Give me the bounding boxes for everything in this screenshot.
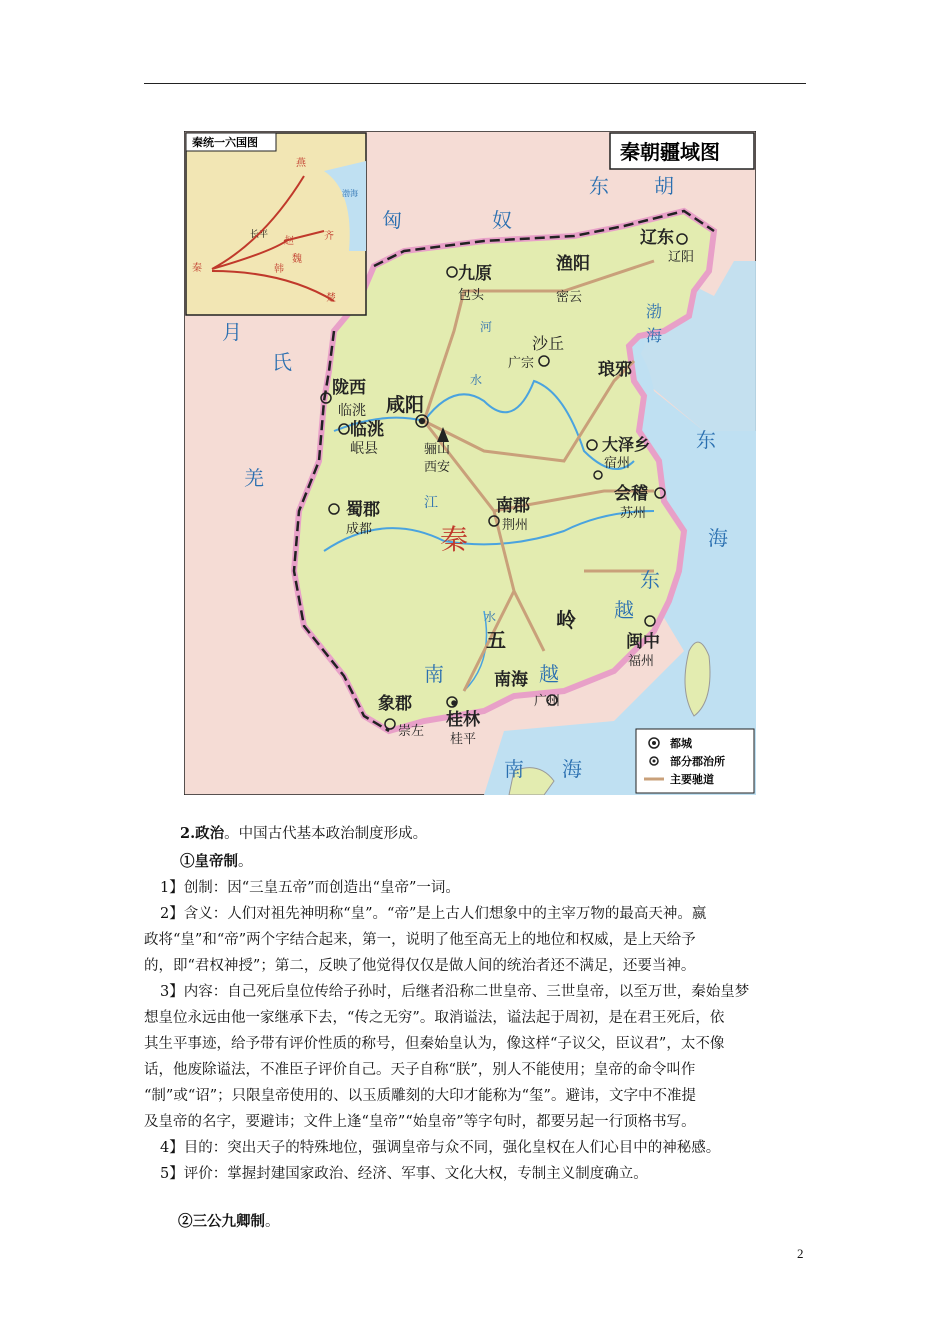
region-yuezhi-2: 氏 xyxy=(272,350,292,374)
para-line-6: 想皇位永远由他一家继承下去，“传之无穷”。取消谥法，谥法起于周初，是在君王死后，依 xyxy=(144,1010,725,1026)
inset-qin: 秦 xyxy=(192,263,202,274)
qin-territory-map xyxy=(184,131,756,795)
place-minzhong: 闽中 xyxy=(626,632,660,652)
region-yuezhi-1: 月 xyxy=(222,320,242,344)
place-liaodong: 辽东 xyxy=(640,228,674,248)
place-longxi: 陇西 xyxy=(332,378,366,398)
subheading-emperor xyxy=(180,850,828,871)
subheading-emperor-text: ①皇帝制 xyxy=(180,853,238,870)
place-xian: 西安 xyxy=(424,460,451,475)
para-line-9: “制”或“诏”；只限皇帝使用的、以玉质雕刻的大印才能称为“玺”。避讳，文字中不准提 xyxy=(144,1088,696,1104)
subheading-ministers-tail: 。 xyxy=(265,1214,280,1230)
region-donghai-2: 海 xyxy=(708,526,728,550)
inset-wei: 魏 xyxy=(292,254,302,265)
legend-road: 主要驰道 xyxy=(670,773,714,786)
inset-yan: 燕 xyxy=(296,158,306,169)
place-guangzhou: 广州 xyxy=(534,694,561,709)
place-xiangjun: 象郡 xyxy=(378,694,412,714)
region-wuling-1: 五 xyxy=(486,628,506,652)
region-donghu-2: 胡 xyxy=(654,174,674,198)
place-shaqiu: 沙丘 xyxy=(532,334,565,353)
region-donghai-1: 东 xyxy=(696,428,716,452)
river-jiang-2: 水 xyxy=(484,610,497,624)
river-he-1: 河 xyxy=(480,320,493,334)
subheading-emperor-tail: 。 xyxy=(238,854,253,870)
place-jiuyuan: 九原 xyxy=(458,264,492,284)
place-shujun: 蜀郡 xyxy=(346,500,380,520)
place-langya: 琅邪 xyxy=(598,360,632,380)
place-lishan: 骊山 xyxy=(424,442,451,457)
place-lintao-2: 临洮 xyxy=(350,420,384,440)
region-qin: 秦 xyxy=(440,523,469,556)
region-bohai-1: 渤 xyxy=(646,302,663,321)
para-line-1: 1】创制：因“三皇五帝”而创造出“皇帝”一词。 xyxy=(160,880,460,896)
place-guiping: 桂平 xyxy=(450,732,477,747)
river-he-2: 水 xyxy=(470,373,483,387)
region-xiongnu-2: 奴 xyxy=(492,208,512,232)
legend-seat: 部分郡治所 xyxy=(670,755,725,768)
region-nanhai-2: 海 xyxy=(562,757,582,781)
place-nanjun: 南郡 xyxy=(496,496,530,516)
subheading-ministers xyxy=(178,1210,826,1231)
region-dongyue-1: 东 xyxy=(640,568,660,592)
region-nanhai-1: 南 xyxy=(504,757,524,781)
para-line-2: 2】含义：人们对祖先神明称“皇”。“帝”是上古人们想象中的主宰万物的最高天神。嬴 xyxy=(160,906,707,922)
map-title: 秦朝疆域图 xyxy=(620,140,720,164)
place-xianyang: 咸阳 xyxy=(386,394,425,416)
place-suzhou-2: 苏州 xyxy=(620,506,647,521)
section-title-rest: 。中国古代基本政治制度形成。 xyxy=(224,826,428,842)
region-wuling-2: 岭 xyxy=(556,608,576,632)
para-line-12: 5】评价：掌握封建国家政治、经济、军事、文化大权，专制主义制度确立。 xyxy=(160,1166,648,1182)
place-jingzhou: 荆州 xyxy=(502,518,529,533)
region-xiongnu-1: 匈 xyxy=(382,208,402,232)
inset-chu: 楚 xyxy=(326,293,336,304)
place-chengdu: 成都 xyxy=(346,522,373,537)
inset-changping: 长平 xyxy=(250,230,269,240)
region-nanyue-1: 南 xyxy=(424,662,444,686)
section-title-bold: 政治 xyxy=(195,825,225,842)
place-kuaiji: 会稽 xyxy=(614,484,648,504)
place-lintao-1: 临洮 xyxy=(338,403,366,419)
place-suzhou: 宿州 xyxy=(604,456,631,471)
inset-qi: 齐 xyxy=(324,231,334,242)
inset-zhao: 赵 xyxy=(284,236,294,247)
region-qiang: 羌 xyxy=(244,466,264,490)
place-liaoyang: 辽阳 xyxy=(668,250,695,265)
para-line-11: 4】目的：突出天子的特殊地位，强调皇帝与众不同，强化皇权在人们心目中的神秘感。 xyxy=(160,1140,721,1156)
para-line-7: 其生平事迹，给予带有评价性质的称号，但秦始皇认为，像这样“子议父，臣议君”，太不像 xyxy=(144,1036,725,1052)
header-rule xyxy=(144,83,806,84)
inset-han: 韩 xyxy=(274,264,284,275)
para-line-5: 3】内容：自己死后皇位传给子孙时，后继者沿称二世皇帝、三世皇帝，以至万世，秦始皇梦 xyxy=(160,984,750,1000)
place-guangzong: 广宗 xyxy=(508,356,535,371)
legend-capital: 都城 xyxy=(670,737,692,750)
place-yuyang: 渔阳 xyxy=(556,254,590,274)
page-number: 2 xyxy=(797,1246,804,1261)
subheading-ministers-text: ②三公九卿制 xyxy=(178,1213,265,1230)
place-dazexiang: 大泽乡 xyxy=(602,435,651,454)
para-line-3: 政将“皇”和“帝”两个字结合起来，第一，说明了他至高无上的地位和权威，是上天给予 xyxy=(144,932,696,948)
place-chongzuo: 崇左 xyxy=(398,724,425,739)
place-miyun: 密云 xyxy=(556,290,583,305)
section-title-num: 2. xyxy=(180,825,196,842)
para-line-4: 的，即“君权神授”；第二，反映了他觉得仅仅是做人间的统治者还不满足，还要当神。 xyxy=(144,958,696,974)
section-title xyxy=(180,822,828,843)
region-donghu-1: 东 xyxy=(589,174,609,198)
place-guilin: 桂林 xyxy=(446,710,480,730)
para-line-10: 及皇帝的名字，要避讳；文件上逢“皇帝”“始皇帝”等字句时，都要另起一行顶格书写。 xyxy=(144,1114,696,1130)
inset-title: 秦统一六国图 xyxy=(192,136,258,149)
region-dongyue-2: 越 xyxy=(614,598,634,622)
region-bohai-2: 海 xyxy=(646,326,663,345)
place-minxian: 岷县 xyxy=(350,441,378,457)
river-jiang: 江 xyxy=(424,495,438,511)
place-fuzhou: 福州 xyxy=(628,654,655,669)
inset-bohai: 渤海 xyxy=(342,189,358,198)
place-baotou: 包头 xyxy=(458,288,485,303)
place-nanhai: 南海 xyxy=(494,670,528,690)
region-nanyue-2: 越 xyxy=(539,662,559,686)
para-line-8: 话，他废除谥法，不准臣子评价自己。天子自称“朕”，别人不能使用；皇帝的命令叫作 xyxy=(144,1062,696,1078)
